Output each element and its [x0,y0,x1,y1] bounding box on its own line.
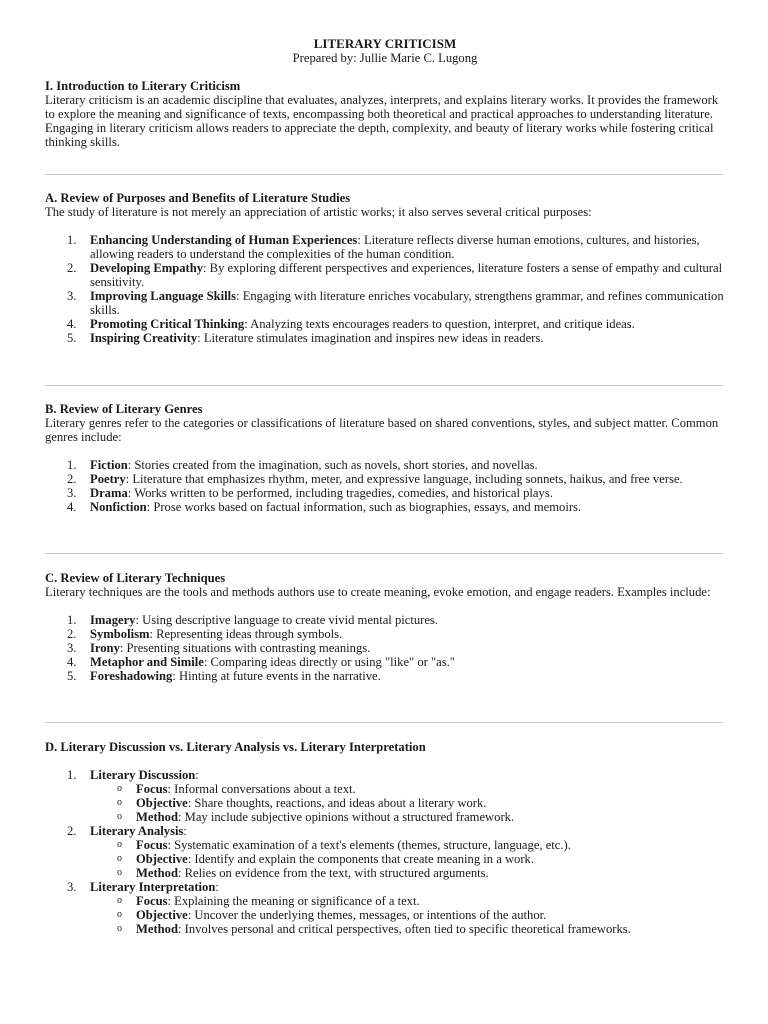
sub-text: : Informal conversations about a text. [167,782,356,796]
list-term: Developing Empathy [90,261,204,275]
sub-term: Objective [136,852,188,866]
list-text: : Using descriptive language to create vivid mental pictures. [135,613,438,627]
sub-list-item [45,810,725,824]
list-number: 5. [67,331,77,345]
list-number: 1. [67,458,77,472]
divider [45,174,723,175]
list-text: : Prose works based on factual information, such as biographies, essays, and memoirs. [146,500,582,514]
section-a-heading: A. Review of Purposes and Benefits of Literature Studies [45,191,351,205]
sub-list-item [45,852,725,866]
list-term: Improving Language Skills [90,289,237,303]
bullet-icon: o [117,783,122,794]
sub-term: Objective [136,796,188,810]
sub-text: : Involves personal and critical perspectives, often tied to specific theoretical frameworks. [177,922,631,936]
list-number: 1. [67,768,77,782]
list-number: 4. [67,317,77,331]
sub-term: Focus [136,782,168,796]
bullet-icon: o [117,867,122,878]
section-d [45,740,725,936]
sub-text: : Explaining the meaning or significance of a text. [167,894,420,908]
sub-text: : Share thoughts, reactions, and ideas about a literary work. [187,796,487,810]
list-number: 3. [67,289,77,303]
sub-list-item [45,922,725,936]
section-c-lead: Literary techniques are the tools and methods authors use to create meaning, evoke emotion, and engage readers. Examples include: [45,585,711,599]
section-intro [45,79,725,149]
list-number: 5. [67,669,77,683]
list-number: 1. [67,613,77,627]
sub-text: : Uncover the underlying themes, messages, or intentions of the author. [187,908,547,922]
bullet-icon: o [117,895,122,906]
list-text: : Engaging with literature enriches vocabulary, strengthens grammar, and refines communication skills. [90,289,724,317]
list-item [45,655,725,669]
list-text: : Hinting at future events in the narrative. [172,669,381,683]
list-term: Literary Interpretation [90,880,216,894]
sub-term: Focus [136,838,168,852]
list-item [45,669,725,683]
list-item [45,824,725,880]
list-number: 3. [67,641,77,655]
list-number: 1. [67,233,77,247]
list-item [45,317,725,331]
list-item [45,627,725,641]
list-colon: : [195,768,199,782]
divider [45,722,723,723]
list-term: Metaphor and Simile [90,655,204,669]
divider [45,553,723,554]
list-text: : Stories created from the imagination, such as novels, short stories, and novellas. [127,458,538,472]
list-item [45,641,725,655]
section-a-list [45,233,725,345]
section-a-lead: The study of literature is not merely an appreciation of artistic works; it also serves several critical purposes: [45,205,592,219]
section-d-list [45,768,725,936]
list-item [45,331,725,345]
list-term: Irony [90,641,120,655]
list-item [45,472,725,486]
list-text: : Presenting situations with contrasting meanings. [119,641,371,655]
bullet-icon: o [117,923,122,934]
section-c [45,571,725,683]
list-term: Enhancing Understanding of Human Experiences [90,233,358,247]
list-number: 2. [67,824,77,838]
sub-list [90,782,725,824]
list-text: : By exploring different perspectives and experiences, literature fosters a sense of empathy and cultural sensitivity. [90,261,723,289]
section-d-heading: D. Literary Discussion vs. Literary Analysis vs. Literary Interpretation [45,740,426,754]
sub-list-item [45,782,725,796]
section-c-heading: C. Review of Literary Techniques [45,571,226,585]
list-number: 2. [67,627,77,641]
list-term: Imagery [90,613,136,627]
sub-term: Objective [136,908,188,922]
list-number: 4. [67,500,77,514]
list-term: Symbolism [90,627,150,641]
sub-list [90,838,725,880]
section-b-lead: Literary genres refer to the categories or classifications of literature based on shared conventions, styles, and subject matter. Common genres include: [45,416,719,444]
list-term: Literary Analysis [90,824,184,838]
author-line: Prepared by: Jullie Marie C. Lugong [292,51,478,65]
list-term: Poetry [90,472,126,486]
list-text: : Literature stimulates imagination and inspires new ideas in readers. [197,331,544,345]
sub-text: : May include subjective opinions without a structured framework. [177,810,515,824]
list-term: Drama [90,486,128,500]
list-text: : Literature reflects diverse human emotions, cultures, and histories, allowing readers to understand the complexities of the human condition. [90,233,700,261]
list-item [45,458,725,472]
sub-term: Method [136,810,178,824]
list-colon: : [215,880,219,894]
list-text: : Representing ideas through symbols. [149,627,343,641]
list-item [45,261,725,289]
section-a [45,191,725,345]
list-term: Literary Discussion [90,768,196,782]
bullet-icon: o [117,811,122,822]
sub-list-item [45,866,725,880]
list-term: Nonfiction [90,500,147,514]
sub-term: Focus [136,894,168,908]
list-item [45,768,725,824]
bullet-icon: o [117,839,122,850]
section-b-heading: B. Review of Literary Genres [45,402,203,416]
list-term: Fiction [90,458,128,472]
bullet-icon: o [117,797,122,808]
list-item [45,289,725,317]
list-term: Inspiring Creativity [90,331,198,345]
sub-list-item [45,838,725,852]
list-term: Foreshadowing [90,669,173,683]
list-item [45,613,725,627]
sub-term: Method [136,922,178,936]
list-number: 2. [67,472,77,486]
list-text: : Literature that emphasizes rhythm, meter, and expressive language, including sonnets, haikus, and free verse. [125,472,683,486]
list-number: 2. [67,261,77,275]
list-number: 3. [67,880,77,894]
list-item [45,880,725,936]
list-colon: : [183,824,187,838]
bullet-icon: o [117,853,122,864]
bullet-icon: o [117,909,122,920]
sub-list-item [45,796,725,810]
sub-list-item [45,894,725,908]
section-c-list [45,613,725,683]
intro-body: Literary criticism is an academic discipline that evaluates, analyzes, interprets, and explains literary works. It provides the framework to explore the meaning and significance of texts, encompassing both theoretical and practical approaches to understanding literature. Engaging in literary criticism allows readers to appreciate the depth, complexity, and beauty of literary works while fostering critical thinking skills. [45,93,719,149]
list-item [45,500,725,514]
list-term: Promoting Critical Thinking [90,317,245,331]
sub-text: : Relies on evidence from the text, with structured arguments. [177,866,489,880]
divider [45,385,723,386]
section-b [45,402,725,514]
list-number: 4. [67,655,77,669]
list-text: : Works written to be performed, including tragedies, comedies, and historical plays. [127,486,553,500]
sub-text: : Identify and explain the components that create meaning in a work. [187,852,534,866]
document-header [45,37,725,65]
list-number: 3. [67,486,77,500]
sub-term: Method [136,866,178,880]
sub-list-item [45,908,725,922]
document-title: LITERARY CRITICISM [313,36,457,51]
list-text: : Analyzing texts encourages readers to question, interpret, and critique ideas. [244,317,635,331]
sub-list [90,894,725,936]
section-b-list [45,458,725,514]
list-item [45,233,725,261]
list-item [45,486,725,500]
intro-heading: I. Introduction to Literary Criticism [45,79,241,93]
sub-text: : Systematic examination of a text's elements (themes, structure, language, etc.). [167,838,571,852]
list-text: : Comparing ideas directly or using "like" or "as." [203,655,455,669]
